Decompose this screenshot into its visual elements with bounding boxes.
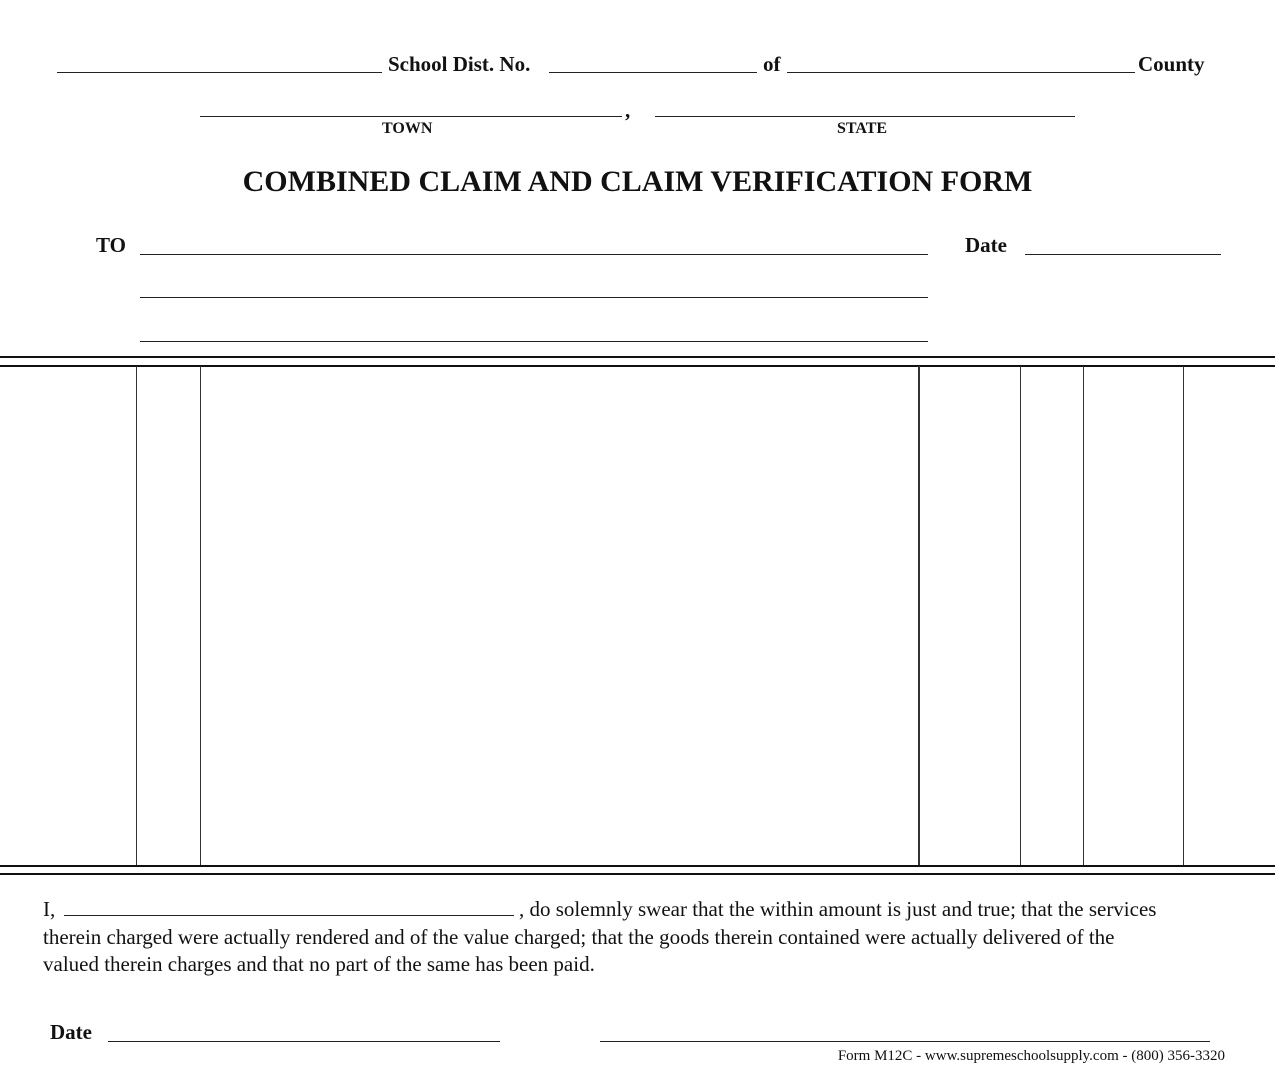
- county-label: County: [1138, 52, 1205, 76]
- comma: ,: [625, 98, 631, 122]
- state-label: STATE: [837, 120, 888, 137]
- signature-field[interactable]: [600, 1041, 1210, 1042]
- column-divider: [1083, 366, 1084, 866]
- to-label: TO: [96, 233, 126, 257]
- town-label: TOWN: [382, 120, 433, 137]
- town-field[interactable]: [200, 116, 622, 117]
- date-field[interactable]: [1025, 254, 1221, 255]
- date-label: Date: [965, 233, 1007, 257]
- form-info: Form M12C - www.supremeschoolsupply.com - (800) 356-3320: [837, 1048, 1225, 1064]
- to-field-line-1[interactable]: [140, 254, 928, 255]
- footer-date-label: Date: [50, 1020, 92, 1044]
- district-number-field[interactable]: [549, 72, 757, 73]
- column-divider: [918, 366, 920, 866]
- to-field-line-2[interactable]: [140, 297, 928, 298]
- to-field-line-3[interactable]: [140, 341, 928, 342]
- district-name-field[interactable]: [57, 72, 382, 73]
- county-field[interactable]: [787, 72, 1135, 73]
- table-bottom-rule-2: [0, 873, 1275, 875]
- column-divider: [1183, 366, 1184, 866]
- table-bottom-rule: [0, 865, 1275, 867]
- oath-line-2: therein charged were actually rendered and of the value charged; that the goods therein contained were actually delivered of the: [43, 925, 1115, 949]
- table-top-rule: [0, 356, 1275, 358]
- oath-prefix: I,: [43, 897, 56, 921]
- oath-line-3: valued therein charges and that no part of the same has been paid.: [43, 952, 595, 976]
- state-field[interactable]: [655, 116, 1075, 117]
- of-label: of: [763, 52, 781, 76]
- claimant-name-field[interactable]: [64, 915, 514, 916]
- form-title: COMBINED CLAIM AND CLAIM VERIFICATION FORM: [242, 165, 1033, 198]
- column-divider: [136, 366, 137, 866]
- school-dist-label: School Dist. No.: [388, 52, 531, 76]
- column-divider: [200, 366, 201, 866]
- oath-line-1: , do solemnly swear that the within amount is just and true; that the services: [519, 897, 1157, 921]
- column-divider: [1020, 366, 1021, 866]
- footer-date-field[interactable]: [108, 1041, 500, 1042]
